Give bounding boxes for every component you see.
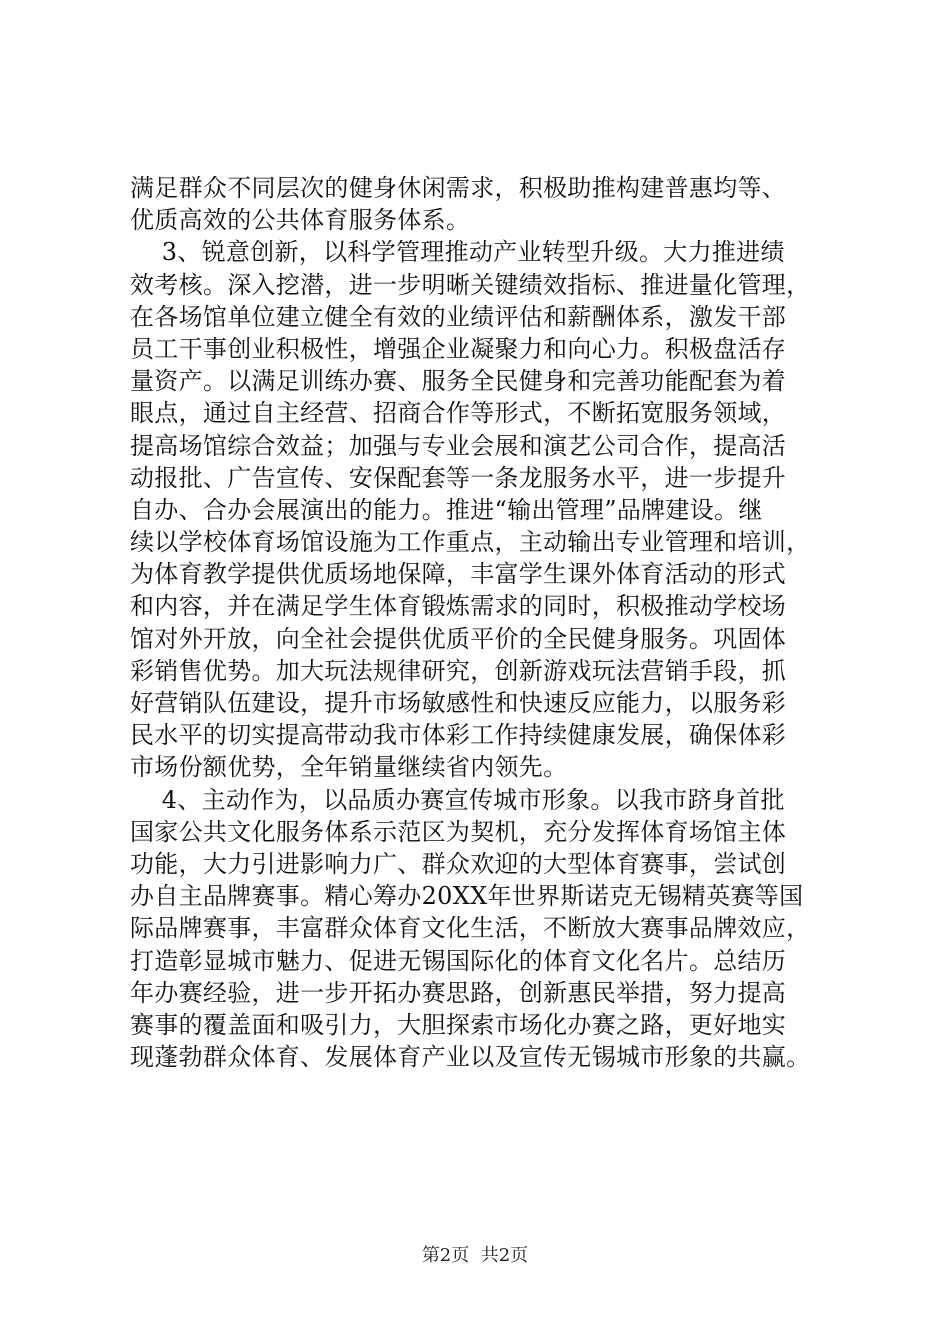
text-line: 为体育教学提供优质场地保障，丰富学生课外体育活动的形式: [130, 560, 787, 589]
text-line: 自办、合办会展演出的能力。推进“输出管理”品牌建设。继: [130, 495, 763, 524]
text-line: 馆对外开放，向全社会提供优质平价的全民健身服务。巩固体: [130, 624, 787, 653]
text-line: 民水平的切实提高带动我市体彩工作持续健康发展，确保体彩: [130, 721, 787, 750]
text-line: 量资产。以满足训练办赛、服务全民健身和完善功能配套为着: [130, 367, 787, 396]
text-line: 好营销队伍建设，提升市场敏感性和快速反应能力，以服务彩: [130, 689, 787, 717]
text-line: 际品牌赛事，丰富群众体育文化生活，不断放大赛事品牌效应，: [130, 914, 811, 943]
text-line: 满足群众不同层次的健身休闲需求，积极助推构建普惠均等、: [130, 174, 787, 202]
text-line: 年办赛经验，进一步开拓办赛思路，创新惠民举措，努力提高: [130, 978, 787, 1007]
text-line: 赛事的覆盖面和吸引力，大胆探索市场化办赛之路，更好地实: [130, 1010, 787, 1039]
text-line: 动报批、广告宣传、安保配套等一条龙服务水平，进一步提升: [130, 463, 787, 492]
text-line: 员工干事创业积极性，增强企业凝聚力和向心力。积极盘活存: [130, 334, 787, 363]
text-line: 3、锐意创新，以科学管理推动产业转型升级。大力推进绩: [130, 238, 785, 267]
text-line: 4、主动作为，以品质办赛宣传城市形象。以我市跻身首批: [130, 785, 785, 814]
text-line: 市场份额优势，全年销量继续省内领先。: [130, 753, 568, 782]
page-number-label: 第2页 共2页: [421, 1245, 529, 1266]
text-line: 彩销售优势。加大玩法规律研究，创新游戏玩法营销手段，抓: [130, 656, 787, 685]
page-footer: [0, 1244, 950, 1268]
text-line: 国家公共文化服务体系示范区为契机，充分发挥体育场馆主体: [130, 817, 787, 846]
text-line: 功能，大力引进影响力广、群众欢迎的大型体育赛事，尝试创: [130, 849, 787, 878]
document-body: [130, 172, 830, 1073]
text-line: 打造彰显城市魅力、促进无锡国际化的体育文化名片。总结历: [130, 946, 787, 975]
text-line: 眼点，通过自主经营、招商合作等形式，不断拓宽服务领域，: [130, 399, 787, 428]
text-line: 续以学校体育场馆设施为工作重点，主动输出专业管理和培训，: [130, 528, 811, 557]
text-line: 效考核。深入挖潜，进一步明晰关键绩效指标、推进量化管理，: [130, 270, 811, 299]
text-line: 优质高效的公共体育服务体系。: [130, 206, 471, 235]
text-line: 和内容，并在满足学生体育锻炼需求的同时，积极推动学校场: [130, 592, 787, 621]
text-line: 在各场馆单位建立健全有效的业绩评估和薪酬体系，激发干部: [130, 302, 787, 331]
text-line: 办自主品牌赛事。精心筹办20XX年世界斯诺克无锡精英赛等国: [130, 882, 804, 911]
text-line: 现蓬勃群众体育、发展体育产业以及宣传无锡城市形象的共赢。: [130, 1043, 811, 1072]
text-line: 提高场馆综合效益；加强与专业会展和演艺公司合作，提高活: [130, 431, 787, 460]
